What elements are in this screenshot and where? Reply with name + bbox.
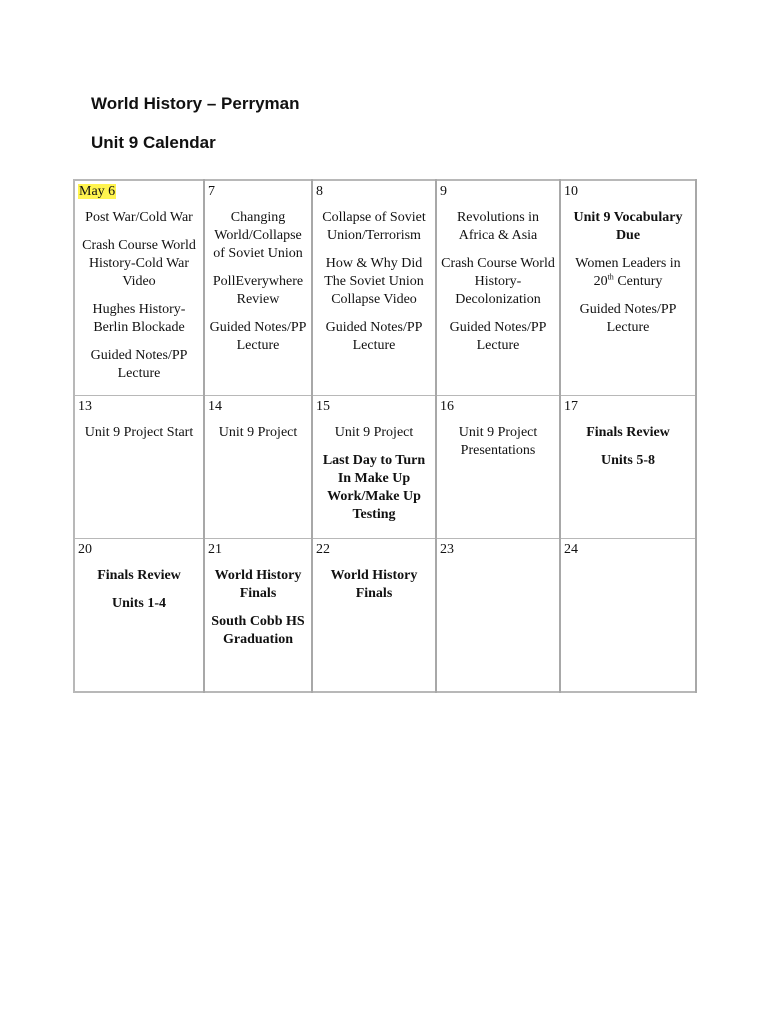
date-highlight: May 6 bbox=[79, 184, 116, 199]
calendar-day bbox=[560, 539, 696, 693]
day-entry: Finals Review bbox=[586, 425, 670, 440]
day-date: 24 bbox=[564, 542, 578, 557]
day-date: 21 bbox=[208, 542, 222, 557]
day-entry: Last Day to Turn In Make Up Work/Make Up Testing bbox=[322, 453, 426, 522]
day-entry: Unit 9 Project bbox=[334, 425, 414, 440]
day-date: 8 bbox=[316, 184, 323, 199]
day-entry: Revolutions in Africa & Asia bbox=[456, 210, 540, 243]
page-subtitle: Unit 9 Calendar bbox=[91, 133, 216, 152]
calendar-day bbox=[312, 180, 436, 396]
day-entry: Post War/Cold War bbox=[85, 210, 193, 225]
day-date: 23 bbox=[440, 542, 454, 557]
calendar-table bbox=[73, 179, 697, 693]
day-date: 17 bbox=[564, 399, 578, 414]
calendar-day bbox=[436, 396, 560, 539]
day-entry: Hughes History-Berlin Blockade bbox=[92, 302, 186, 335]
day-date: 13 bbox=[78, 399, 92, 414]
day-date: 20 bbox=[78, 542, 92, 557]
day-entry: South Cobb HS Graduation bbox=[211, 614, 305, 647]
day-date: 15 bbox=[316, 399, 330, 414]
day-entry: World History Finals bbox=[214, 568, 302, 601]
calendar-week bbox=[74, 539, 696, 693]
calendar-day bbox=[74, 396, 204, 539]
day-entry: Guided Notes/PP Lecture bbox=[209, 320, 307, 353]
day-entry: Crash Course World History-Cold War Video bbox=[82, 238, 196, 289]
calendar-week bbox=[74, 396, 696, 539]
calendar-day bbox=[436, 180, 560, 396]
day-entry: Units 1-4 bbox=[111, 596, 167, 611]
day-entry: Changing World/Collapse of Soviet Union bbox=[213, 210, 303, 261]
day-entry: Collapse of Soviet Union/Terrorism bbox=[322, 210, 426, 243]
calendar-day bbox=[74, 180, 204, 396]
day-entry: Guided Notes/PP Lecture bbox=[90, 348, 188, 381]
calendar-day bbox=[204, 539, 312, 693]
calendar-day bbox=[312, 396, 436, 539]
day-date: 9 bbox=[440, 184, 447, 199]
day-date: 16 bbox=[440, 399, 454, 414]
calendar-day bbox=[436, 539, 560, 693]
calendar-day bbox=[204, 180, 312, 396]
calendar-day bbox=[204, 396, 312, 539]
day-entry: Units 5-8 bbox=[600, 453, 656, 468]
day-entry: Unit 9 Project bbox=[218, 425, 298, 440]
calendar-day bbox=[560, 396, 696, 539]
calendar-day bbox=[312, 539, 436, 693]
day-date: 22 bbox=[316, 542, 330, 557]
day-date: 10 bbox=[564, 184, 578, 199]
calendar-day bbox=[560, 180, 696, 396]
entry-text: Century bbox=[613, 274, 663, 289]
day-date bbox=[75, 181, 203, 203]
day-entry: PollEverywhere Review bbox=[212, 274, 304, 307]
day-entry: Unit 9 Project Start bbox=[84, 425, 194, 440]
day-entry: How & Why Did The Soviet Union Collapse Video bbox=[324, 256, 424, 307]
calendar-week bbox=[74, 180, 696, 396]
day-date: 7 bbox=[208, 184, 215, 199]
day-entry: Unit 9 Project Presentations bbox=[458, 425, 538, 458]
calendar-day bbox=[74, 539, 204, 693]
ordinal-suffix: th bbox=[607, 272, 614, 282]
day-entry: Unit 9 Vocabulary Due bbox=[573, 210, 683, 243]
day-date: 14 bbox=[208, 399, 222, 414]
day-entry: Finals Review bbox=[97, 568, 181, 583]
entry-text: Women Leaders in 20 bbox=[575, 256, 681, 289]
day-entry: Guided Notes/PP Lecture bbox=[449, 320, 547, 353]
day-entry: Crash Course World History-Decolonization bbox=[441, 256, 555, 307]
day-entry: Guided Notes/PP Lecture bbox=[325, 320, 423, 353]
page-title: World History – Perryman bbox=[91, 94, 300, 113]
day-entry: World History Finals bbox=[330, 568, 418, 601]
day-entry: Guided Notes/PP Lecture bbox=[579, 302, 677, 335]
day-entry bbox=[561, 255, 695, 291]
